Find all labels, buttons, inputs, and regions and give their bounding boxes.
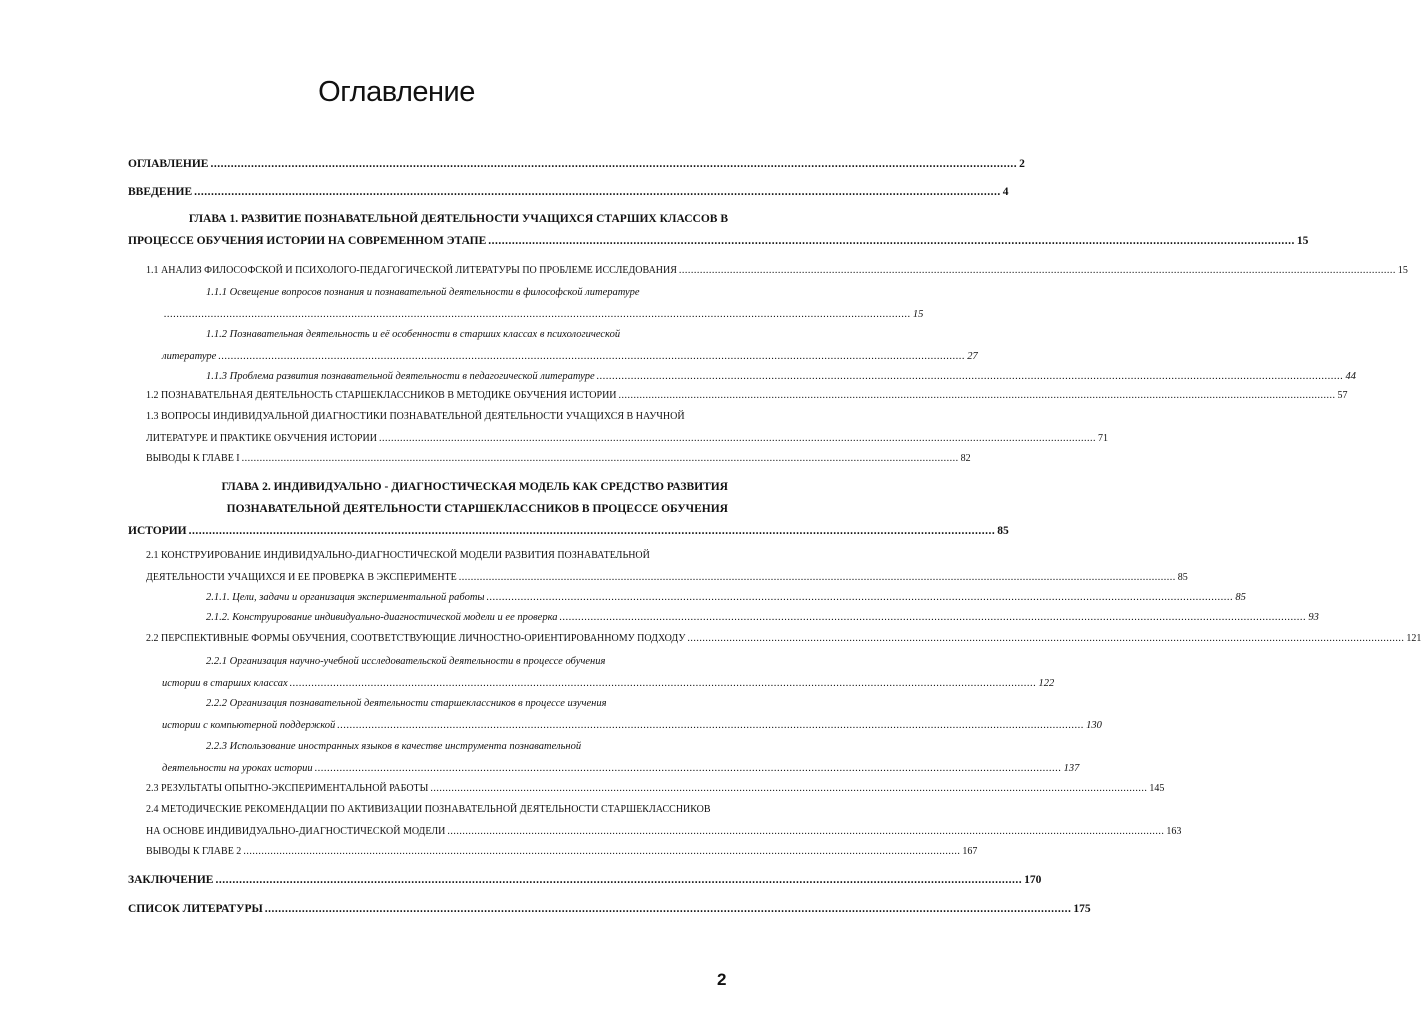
toc-entry-conclusions-2[interactable]: ВЫВОДЫ К ГЛАВЕ 2 ............................................................................................................................................................................................................................................... 167 bbox=[146, 846, 978, 857]
toc-entry-text: литературе bbox=[162, 351, 217, 362]
toc-entry-page: 137 bbox=[1063, 763, 1080, 774]
toc-entry-text: 1.1.1 Освещение вопросов познания и познавательной деятельности в философской литературе bbox=[206, 287, 640, 298]
toc-entry-text: истории в старших классах bbox=[162, 678, 288, 689]
toc-entry-page: 85 bbox=[1235, 592, 1246, 603]
toc-entry-page: 2 bbox=[1019, 158, 1025, 170]
toc-entry-text: ВВЕДЕНИЕ bbox=[128, 186, 193, 198]
toc-entry-section-1-3[interactable]: 1.3 ВОПРОСЫ ИНДИВИДУАЛЬНОЙ ДИАГНОСТИКИ ПОЗНАВАТЕЛЬНОЙ ДЕЯТЕЛЬНОСТИ УЧАЩИХСЯ В НАУЧНОЙ ЛИТЕРАТУРЕ И ПРАКТИКЕ ОБУЧЕНИЯ ИСТОРИИ ............................................................................................................................................................................................................................................... 71 bbox=[146, 411, 1108, 444]
toc-entry-page: 15 bbox=[1296, 235, 1309, 247]
toc-entry-text: ПОЗНАВАТЕЛЬНОЙ ДЕЯТЕЛЬНОСТИ СТАРШЕКЛАССНИКОВ В ПРОЦЕССЕ ОБУЧЕНИЯ bbox=[226, 503, 728, 515]
page-number: 2 bbox=[717, 970, 727, 989]
toc-entry-text: ЗАКЛЮЧЕНИЕ bbox=[128, 874, 214, 886]
toc-entry-section-2-3[interactable]: 2.3 РЕЗУЛЬТАТЫ ОПЫТНО-ЭКСПЕРИМЕНТАЛЬНОЙ РАБОТЫ ............................................................................................................................................................................................................................................... 145 bbox=[146, 783, 1165, 794]
toc-entry-text: 2.2 ПЕРСПЕКТИВНЫЕ ФОРМЫ ОБУЧЕНИЯ, СООТВЕТСТВУЮЩИЕ ЛИЧНОСТНО-ОРИЕНТИРОВАННОМУ ПОДХОДУ bbox=[146, 633, 686, 644]
toc-entry-text: 2.4 МЕТОДИЧЕСКИЕ РЕКОМЕНДАЦИИ ПО АКТИВИЗАЦИИ ПОЗНАВАТЕЛЬНОЙ ДЕЯТЕЛЬНОСТИ СТАРШЕКЛАССНИКОВ bbox=[146, 804, 711, 815]
toc-entry-text: ПРОЦЕССЕ ОБУЧЕНИЯ ИСТОРИИ НА СОВРЕМЕННОМ ЭТАПЕ bbox=[128, 235, 487, 247]
toc-entry-text: ВЫВОДЫ К ГЛАВЕ 2 bbox=[146, 846, 242, 857]
toc-entry-text: 2.2.1 Организация научно-учебной исследовательской деятельности в процессе обучения bbox=[206, 656, 606, 667]
toc-entry-page: 175 bbox=[1073, 903, 1091, 915]
toc-entry-page: 27 bbox=[967, 351, 978, 362]
toc-entry-page: 71 bbox=[1097, 433, 1108, 444]
toc-entry-text: 1.3 ВОПРОСЫ ИНДИВИДУАЛЬНОЙ ДИАГНОСТИКИ ПОЗНАВАТЕЛЬНОЙ ДЕЯТЕЛЬНОСТИ УЧАЩИХСЯ В НАУЧНОЙ bbox=[146, 411, 685, 422]
toc-entry-subsection-2-1-2[interactable]: 2.1.2. Конструирование индивидуально-диагностической модели и ее проверка ............................................................................................................................................................................................................................................... 93 bbox=[206, 612, 1319, 623]
page-title: Оглавление bbox=[318, 76, 475, 108]
toc-entry-bibliography[interactable]: СПИСОК ЛИТЕРАТУРЫ ............................................................................................................................................................................................................................................... 175 bbox=[128, 903, 1091, 915]
toc-entry-text: ГЛАВА 1. РАЗВИТИЕ ПОЗНАВАТЕЛЬНОЙ ДЕЯТЕЛЬНОСТИ УЧАЩИХСЯ СТАРШИХ КЛАССОВ В bbox=[188, 213, 728, 225]
toc-entry-text: ЛИТЕРАТУРЕ И ПРАКТИКЕ ОБУЧЕНИЯ ИСТОРИИ bbox=[146, 433, 377, 444]
toc-entry-subsection-2-2-2[interactable]: 2.2.2 Организация познавательной деятельности старшеклассников в процессе изучения истории с компьютерной поддержкой ............................................................................................................................................................................................................................................... 130 bbox=[162, 698, 1102, 731]
toc-entry-page: 130 bbox=[1086, 720, 1102, 731]
toc-entry-section-2-4[interactable]: 2.4 МЕТОДИЧЕСКИЕ РЕКОМЕНДАЦИИ ПО АКТИВИЗАЦИИ ПОЗНАВАТЕЛЬНОЙ ДЕЯТЕЛЬНОСТИ СТАРШЕКЛАССНИКОВ НА ОСНОВЕ ИНДИВИДУАЛЬНО-ДИАГНОСТИЧЕСКОЙ МОДЕЛИ ............................................................................................................................................................................................................................................... 163 bbox=[146, 804, 1182, 837]
toc-entry-page: 82 bbox=[960, 453, 971, 464]
toc-entry-text: 1.1.2 Познавательная деятельность и её особенности в старших классах в психологической bbox=[206, 329, 621, 340]
toc-entry-text: 1.2 ПОЗНАВАТЕЛЬНАЯ ДЕЯТЕЛЬНОСТЬ СТАРШЕКЛАССНИКОВ В МЕТОДИКЕ ОБУЧЕНИЯ ИСТОРИИ bbox=[146, 390, 617, 401]
toc-entry-page: 170 bbox=[1024, 874, 1042, 886]
toc-entry-page: 57 bbox=[1337, 390, 1348, 401]
toc-entry-section-1-2[interactable]: 1.2 ПОЗНАВАТЕЛЬНАЯ ДЕЯТЕЛЬНОСТЬ СТАРШЕКЛАССНИКОВ В МЕТОДИКЕ ОБУЧЕНИЯ ИСТОРИИ ............................................................................................................................................................................................................................................... 57 bbox=[146, 390, 1348, 401]
toc-entry-text: НА ОСНОВЕ ИНДИВИДУАЛЬНО-ДИАГНОСТИЧЕСКОЙ МОДЕЛИ bbox=[146, 826, 446, 837]
toc-entry-text: истории с компьютерной поддержкой bbox=[162, 720, 336, 731]
toc-entry-text: деятельности на уроках истории bbox=[162, 763, 313, 774]
toc-entry-text: 2.1.1. Цели, задачи и организация экспериментальной работы bbox=[206, 592, 485, 603]
toc-entry-chapter-2[interactable]: ГЛАВА 2. ИНДИВИДУАЛЬНО - ДИАГНОСТИЧЕСКАЯ МОДЕЛЬ КАК СРЕДСТВО РАЗВИТИЯ ПОЗНАВАТЕЛЬНОЙ ДЕЯТЕЛЬНОСТИ СТАРШЕКЛАССНИКОВ В ПРОЦЕССЕ ОБУЧЕНИЯ ИСТОРИИ ............................................................................................................................................................................................................................................... 85 bbox=[128, 481, 1009, 537]
toc-entry-page: 145 bbox=[1149, 783, 1165, 794]
toc-entry-section-2-2[interactable]: 2.2 ПЕРСПЕКТИВНЫЕ ФОРМЫ ОБУЧЕНИЯ, СООТВЕТСТВУЮЩИЕ ЛИЧНОСТНО-ОРИЕНТИРОВАННОМУ ПОДХОДУ ............................................................................................................................................................................................................................................... 121 bbox=[146, 633, 1421, 644]
toc-entry-conclusions-1[interactable]: ВЫВОДЫ К ГЛАВЕ I ............................................................................................................................................................................................................................................... 82 bbox=[146, 453, 971, 464]
toc-entry-subsection-1-1-2[interactable]: 1.1.2 Познавательная деятельность и её особенности в старших классах в психологической литературе ............................................................................................................................................................................................................................................... 27 bbox=[162, 329, 978, 362]
toc-entry-page: 167 bbox=[962, 846, 978, 857]
toc-entry-conclusion[interactable]: ЗАКЛЮЧЕНИЕ ............................................................................................................................................................................................................................................... 170 bbox=[128, 874, 1042, 886]
toc-entry-text: СПИСОК ЛИТЕРАТУРЫ bbox=[128, 903, 263, 915]
toc-entry-page: 122 bbox=[1038, 678, 1055, 689]
toc-entry-text: 1.1.3 Проблема развития познавательной деятельности в педагогической литературе bbox=[206, 371, 595, 382]
toc-entry-text: ВЫВОДЫ К ГЛАВЕ I bbox=[146, 453, 240, 464]
toc-entry-page: 85 bbox=[1177, 572, 1188, 583]
toc-entry-text: 2.2.3 Использование иностранных языков в качестве инструмента познавательной bbox=[206, 741, 582, 752]
toc-entry-subsection-2-2-3[interactable]: 2.2.3 Использование иностранных языков в качестве инструмента познавательной деятельности на уроках истории ............................................................................................................................................................................................................................................... 137 bbox=[162, 741, 1080, 774]
toc-entry-page: 44 bbox=[1345, 371, 1356, 382]
toc-entry-text: 1.1 АНАЛИЗ ФИЛОСОФСКОЙ И ПСИХОЛОГО-ПЕДАГОГИЧЕСКОЙ ЛИТЕРАТУРЫ ПО ПРОБЛЕМЕ ИССЛЕДОВАНИЯ bbox=[146, 265, 677, 276]
toc-entry-page: 15 bbox=[912, 309, 924, 320]
toc-entry-subsection-2-1-1[interactable]: 2.1.1. Цели, задачи и организация экспериментальной работы ............................................................................................................................................................................................................................................... 85 bbox=[206, 592, 1246, 603]
toc-entry-text: 2.1 КОНСТРУИРОВАНИЕ ИНДИВИДУАЛЬНО-ДИАГНОСТИЧЕСКОЙ МОДЕЛИ РАЗВИТИЯ ПОЗНАВАТЕЛЬНОЙ bbox=[146, 550, 650, 561]
toc-entry-contents[interactable]: ОГЛАВЛЕНИЕ ............................................................................................................................................................................................................................................... 2 bbox=[128, 158, 1025, 170]
toc-entry-page: 85 bbox=[997, 525, 1009, 537]
toc-entry-page: 4 bbox=[1002, 186, 1009, 198]
toc-entry-text: ДЕЯТЕЛЬНОСТИ УЧАЩИХСЯ И ЕЕ ПРОВЕРКА В ЭКСПЕРИМЕНТЕ bbox=[146, 572, 457, 583]
toc-entry-text: ОГЛАВЛЕНИЕ bbox=[128, 158, 209, 170]
toc-entry-text: 2.3 РЕЗУЛЬТАТЫ ОПЫТНО-ЭКСПЕРИМЕНТАЛЬНОЙ РАБОТЫ bbox=[146, 783, 429, 794]
toc-entry-subsection-1-1-1[interactable]: 1.1.1 Освещение вопросов познания и познавательной деятельности в философской литературе ............................................................................................................................................................................................................................................... 15 bbox=[164, 287, 924, 320]
toc-entry-page: 93 bbox=[1308, 612, 1319, 623]
toc-entry-chapter-1[interactable]: ГЛАВА 1. РАЗВИТИЕ ПОЗНАВАТЕЛЬНОЙ ДЕЯТЕЛЬНОСТИ УЧАЩИХСЯ СТАРШИХ КЛАССОВ В ПРОЦЕССЕ ОБУЧЕНИЯ ИСТОРИИ НА СОВРЕМЕННОМ ЭТАПЕ ............................................................................................................................................................................................................................................... 15 bbox=[128, 213, 1309, 247]
toc-entry-section-1-1[interactable]: 1.1 АНАЛИЗ ФИЛОСОФСКОЙ И ПСИХОЛОГО-ПЕДАГОГИЧЕСКОЙ ЛИТЕРАТУРЫ ПО ПРОБЛЕМЕ ИССЛЕДОВАНИЯ ............................................................................................................................................................................................................................................... 15 bbox=[146, 265, 1408, 276]
toc-entry-text: 2.2.2 Организация познавательной деятельности старшеклассников в процессе изучения bbox=[206, 698, 607, 709]
toc-entry-page: 121 bbox=[1406, 633, 1421, 644]
toc-entry-subsection-1-1-3[interactable]: 1.1.3 Проблема развития познавательной деятельности в педагогической литературе ............................................................................................................................................................................................................................................... 44 bbox=[206, 371, 1356, 382]
toc-entry-page: 163 bbox=[1166, 826, 1182, 837]
toc-entry-text: ГЛАВА 2. ИНДИВИДУАЛЬНО - ДИАГНОСТИЧЕСКАЯ МОДЕЛЬ КАК СРЕДСТВО РАЗВИТИЯ bbox=[221, 481, 728, 493]
toc-entry-text: 2.1.2. Конструирование индивидуально-диагностической модели и ее проверка bbox=[206, 612, 558, 623]
toc-entry-subsection-2-2-1[interactable]: 2.2.1 Организация научно-учебной исследовательской деятельности в процессе обучения истории в старших классах ............................................................................................................................................................................................................................................... 122 bbox=[162, 656, 1055, 689]
toc-entry-page: 15 bbox=[1397, 265, 1408, 276]
toc-entry-section-2-1[interactable]: 2.1 КОНСТРУИРОВАНИЕ ИНДИВИДУАЛЬНО-ДИАГНОСТИЧЕСКОЙ МОДЕЛИ РАЗВИТИЯ ПОЗНАВАТЕЛЬНОЙ ДЕЯТЕЛЬНОСТИ УЧАЩИХСЯ И ЕЕ ПРОВЕРКА В ЭКСПЕРИМЕНТЕ ............................................................................................................................................................................................................................................... 85 bbox=[146, 550, 1188, 583]
toc-entry-text: ИСТОРИИ bbox=[128, 525, 187, 537]
toc-entry-introduction[interactable]: ВВЕДЕНИЕ ............................................................................................................................................................................................................................................... 4 bbox=[128, 186, 1009, 198]
